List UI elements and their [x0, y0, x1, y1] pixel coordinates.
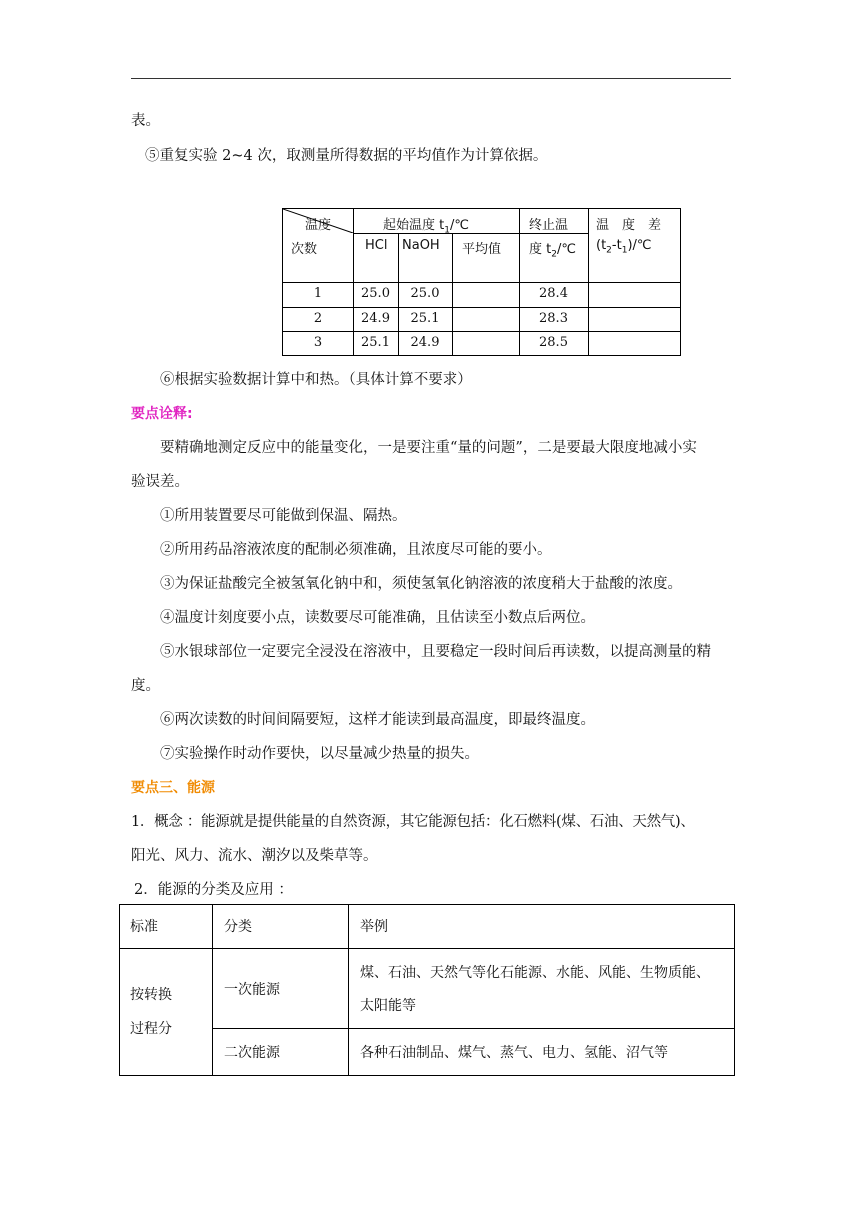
row-naoh: 25.1 [410, 311, 440, 326]
text-line: ⑤重复实验 2~4 次，取测量所得数据的平均值作为计算依据。 [145, 148, 548, 164]
text-line: 表。 [131, 113, 160, 129]
text-line: 阳光、风力、流水、潮汐以及柴草等。 [131, 848, 378, 864]
row-hcl: 25.1 [361, 335, 390, 350]
end-temp-header-2: 度 $t_2/℃$ [529, 242, 576, 260]
text-line: ②所用药品溶液浓度的配制必须准确，且浓度尽可能的要小。 [160, 542, 552, 558]
row-end: 28.4 [539, 286, 568, 301]
header-rule [131, 78, 731, 79]
row-naoh: 24.9 [410, 335, 440, 350]
row-naoh: 25.0 [410, 286, 440, 301]
text-line: 要精确地测定反应中的能量变化，一是要注重“量的问题”，二是要最大限度地减小实 [160, 440, 697, 456]
corner-top-label: 温度 [305, 218, 332, 233]
text-line: ⑥根据实验数据计算中和热。（具体计算不要求） [160, 372, 472, 388]
end-temp-header: 终止温 [529, 218, 569, 233]
diff-header: 温 度 差 [596, 218, 662, 233]
temperature-table [282, 208, 681, 356]
corner-bottom-label: 次数 [291, 242, 318, 257]
header-category: 分类 [224, 919, 252, 935]
row-number: 3 [313, 335, 323, 350]
energy-classification-table [119, 904, 735, 1076]
start-temp-header: 起始温度 $t_1/℃$ [383, 218, 469, 236]
text-line: ⑥两次读数的时间间隔要短，这样才能读到最高温度，即最终温度。 [160, 712, 595, 728]
text-line: 验误差。 [131, 474, 189, 490]
row-end: 28.5 [539, 335, 568, 350]
row-hcl: 25.0 [361, 286, 390, 301]
category-secondary: 二次能源 [224, 1045, 280, 1061]
row-hcl: 24.9 [361, 311, 390, 326]
group-label: 过程分 [130, 1021, 172, 1037]
group-label: 按转换 [130, 987, 172, 1003]
text-line: ⑦实验操作时动作要快，以尽量减少热量的损失。 [160, 746, 479, 762]
header-example: 举例 [360, 919, 388, 935]
text-line: ④温度计刻度要小点，读数要尽可能准确，且估读至小数点后两位。 [160, 610, 595, 626]
example-secondary: 各种石油制品、煤气、蒸气、电力、氢能、沼气等 [360, 1045, 668, 1061]
text-line: 1．概念 ：能源就是提供能量的自然资源，其它能源包括：化石燃料(煤、石油、天然气)、 [131, 814, 695, 830]
text-line: 2．能源的分类及应用 ： [134, 882, 293, 898]
example-primary: 煤、石油、天然气等化石能源、水能、风能、生物质能、 [360, 965, 710, 981]
section-heading: 要点诠释: [131, 406, 193, 422]
example-primary-2: 太阳能等 [360, 998, 416, 1014]
hcl-header: HCl [365, 238, 388, 253]
diff-header-2: $(t_2-t_1)/℃$ [596, 238, 652, 256]
section-heading: 要点三、能源 [131, 780, 215, 796]
row-end: 28.3 [539, 311, 568, 326]
row-number: 2 [313, 311, 323, 326]
header-standard: 标准 [130, 919, 158, 935]
naoh-header: NaOH [402, 238, 440, 253]
row-number: 1 [313, 286, 323, 301]
avg-header: 平均值 [462, 242, 502, 257]
category-primary: 一次能源 [224, 982, 280, 998]
text-line: ⑤水银球部位一定要完全浸没在溶液中，且要稳定一段时间后再读数，以提高测量的精 [160, 644, 711, 660]
text-line: ③为保证盐酸完全被氢氧化钠中和，须使氢氧化钠溶液的浓度稍大于盐酸的浓度。 [160, 576, 682, 592]
text-line: ①所用装置要尽可能做到保温、隔热。 [160, 508, 407, 524]
text-line: 度。 [131, 678, 160, 694]
